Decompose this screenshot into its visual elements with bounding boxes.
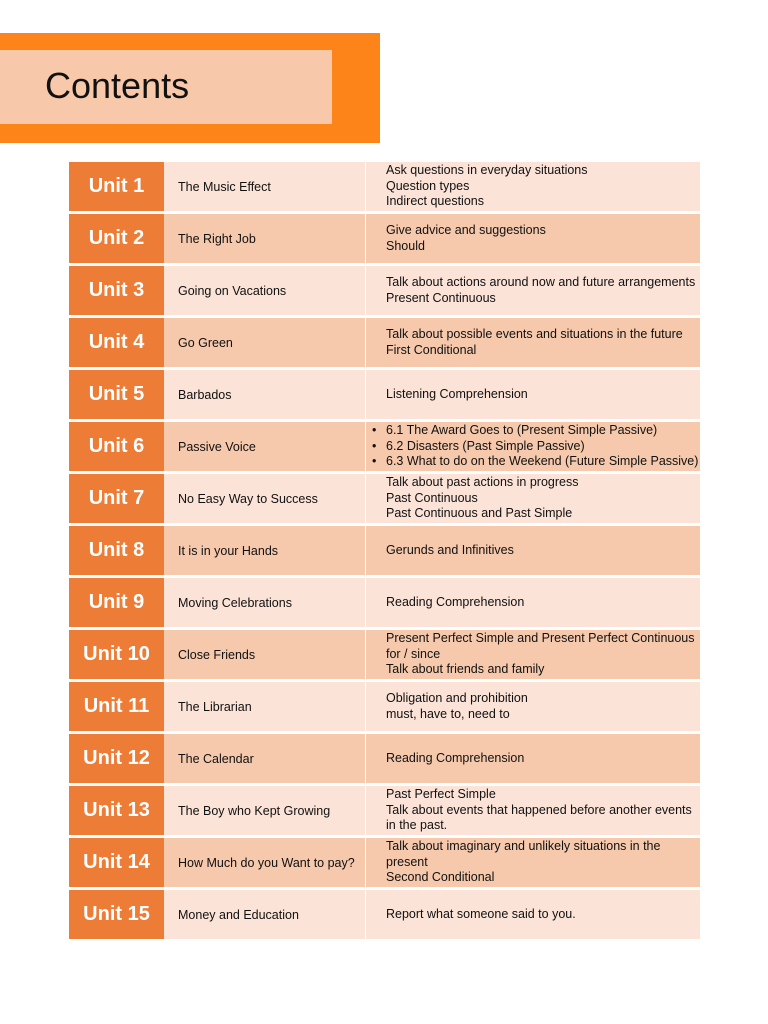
unit-topic: Going on Vacations — [164, 265, 366, 317]
bullet-icon: • — [372, 454, 377, 469]
bullet-icon: • — [372, 423, 377, 438]
contents-row — [69, 265, 700, 317]
contents-row — [69, 629, 700, 681]
unit-description-line: Reading Comprehension — [386, 594, 525, 609]
bullet-icon: • — [372, 438, 377, 453]
unit-topic: The Music Effect — [164, 162, 366, 213]
unit-topic: Go Green — [164, 317, 366, 369]
unit-description — [366, 162, 701, 213]
contents-row — [69, 317, 700, 369]
unit-description — [366, 213, 701, 265]
unit-label: Unit 15 — [69, 889, 164, 941]
unit-bullet-list — [372, 423, 700, 470]
unit-description-line: Gerunds and Infinitives — [386, 542, 514, 557]
unit-label: Unit 12 — [69, 733, 164, 785]
unit-description — [366, 889, 701, 941]
unit-description-line: Second Conditional — [386, 870, 495, 885]
unit-topic: The Librarian — [164, 681, 366, 733]
unit-description-line: Past Continuous and Past Simple — [386, 506, 573, 521]
unit-description-line: Talk about friends and family — [386, 662, 545, 677]
contents-row — [69, 733, 700, 785]
unit-description-line: Listening Comprehension — [386, 386, 528, 401]
unit-bullet-item — [372, 438, 700, 455]
contents-row — [69, 889, 700, 941]
unit-description — [366, 421, 701, 473]
unit-label: Unit 6 — [69, 421, 164, 473]
contents-row — [69, 213, 700, 265]
unit-topic: The Calendar — [164, 733, 366, 785]
unit-description — [366, 733, 701, 785]
unit-bullet-text: 6.3 What to do on the Weekend (Future Simple Passive) — [386, 454, 699, 469]
unit-bullet-text: 6.2 Disasters (Past Simple Passive) — [386, 438, 585, 453]
page-title: Contents — [45, 65, 190, 106]
unit-topic: It is in your Hands — [164, 525, 366, 577]
contents-row — [69, 369, 700, 421]
unit-description-line: Present Continuous — [386, 290, 496, 305]
unit-bullet-text: 6.1 The Award Goes to (Present Simple Passive) — [386, 423, 658, 438]
unit-description — [366, 369, 701, 421]
unit-label: Unit 14 — [69, 837, 164, 889]
unit-description-line: Obligation and prohibition — [386, 691, 528, 705]
contents-row — [69, 421, 700, 473]
unit-label: Unit 2 — [69, 213, 164, 265]
unit-description — [366, 681, 701, 733]
unit-description-line: Past Perfect Simple — [386, 787, 496, 802]
unit-description-line: Ask questions in everyday situations — [386, 163, 588, 178]
unit-bullet-item — [372, 423, 700, 439]
unit-description-line: must, have to, need to — [386, 706, 510, 721]
unit-topic: The Boy who Kept Growing — [164, 785, 366, 837]
unit-description-line: Question types — [386, 178, 470, 193]
unit-label: Unit 13 — [69, 785, 164, 837]
unit-bullet-item — [372, 454, 700, 470]
unit-description — [366, 837, 701, 889]
contents-table — [69, 162, 700, 942]
unit-description — [366, 577, 701, 629]
contents-row — [69, 473, 700, 525]
unit-description — [366, 525, 701, 577]
unit-description-line: Talk about imaginary and unlikely situations in the present — [386, 839, 661, 869]
unit-label: Unit 10 — [69, 629, 164, 681]
unit-label: Unit 1 — [69, 162, 164, 213]
unit-label: Unit 11 — [69, 681, 164, 733]
unit-description-line: Talk about past actions in progress — [386, 475, 579, 490]
contents-row — [69, 681, 700, 733]
unit-description — [366, 629, 701, 681]
unit-description-line: Indirect questions — [386, 194, 484, 209]
unit-label: Unit 9 — [69, 577, 164, 629]
unit-label: Unit 3 — [69, 265, 164, 317]
unit-topic: How Much do you Want to pay? — [164, 837, 366, 889]
unit-description-line: Talk about events that happened before another events in the past. — [386, 802, 692, 833]
contents-row — [69, 162, 700, 213]
unit-description-line: Should — [386, 238, 425, 253]
unit-description-line: Present Perfect Simple and Present Perfect Continuous — [386, 631, 695, 646]
contents-row — [69, 525, 700, 577]
unit-description-line: Past Continuous — [386, 490, 478, 505]
unit-description-line: Talk about actions around now and future arrangements — [386, 275, 696, 289]
unit-description-line: First Conditional — [386, 342, 477, 357]
unit-description — [366, 785, 701, 837]
unit-topic: Money and Education — [164, 889, 366, 941]
unit-description-line: Reading Comprehension — [386, 750, 525, 765]
unit-topic: No Easy Way to Success — [164, 473, 366, 525]
unit-description — [366, 473, 701, 525]
unit-topic: Passive Voice — [164, 421, 366, 473]
unit-description-line: Report what someone said to you. — [386, 906, 576, 921]
unit-description — [366, 265, 701, 317]
unit-description-line: Give advice and suggestions — [386, 223, 546, 237]
unit-description — [366, 317, 701, 369]
unit-description-line: for / since — [386, 646, 441, 661]
unit-topic: Barbados — [164, 369, 366, 421]
contents-row — [69, 837, 700, 889]
contents-row — [69, 785, 700, 837]
unit-label: Unit 7 — [69, 473, 164, 525]
unit-label: Unit 4 — [69, 317, 164, 369]
contents-rows — [69, 162, 700, 941]
contents-row — [69, 577, 700, 629]
unit-topic: Moving Celebrations — [164, 577, 366, 629]
unit-label: Unit 8 — [69, 525, 164, 577]
unit-topic: The Right Job — [164, 213, 366, 265]
unit-label: Unit 5 — [69, 369, 164, 421]
unit-topic: Close Friends — [164, 629, 366, 681]
unit-description-line: Talk about possible events and situations in the future — [386, 327, 683, 341]
